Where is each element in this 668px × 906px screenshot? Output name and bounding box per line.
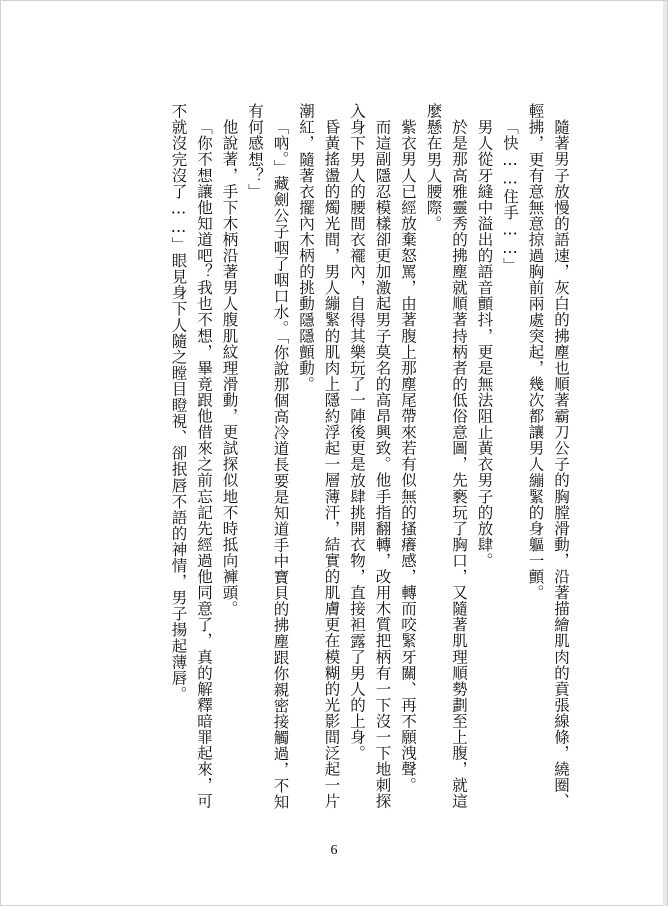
paragraph-9: 他說著，手下木柄沿著男人腹肌紋理滑動，更試探似地不時抵向褲頭。: [220, 118, 239, 617]
paragraph-6: 而這副隱忍模樣卻更加激起男子莫名的高昂興致。他手指翻轉，改用木質把柄有一下沒一下地刺探入身下男人的腰間衣襬內，自得其樂玩了一陣後更是放肆挑開衣物，直接袒露了男人的上身。: [348, 103, 392, 809]
paragraph-10: 「你不想讓他知道吧？我也不想，畢竟跟他借來之前忘記先經過他同意了，真的解釋暗罪起來，可不就沒完沒了……」眼見身下人隨之瞠目瞪視、卻抿唇不語的神情，男子揚起薄唇。: [169, 103, 213, 809]
page-number: 6: [330, 843, 338, 858]
paragraph-5: 紫衣男人已經放棄怒罵，由著腹上那塵尾帶來若有似無的搔癢感，轉而咬緊牙關、再不願洩聲。: [399, 118, 417, 793]
paragraph-1: 隨著男子放慢的語速，灰白的拂塵也順著霸刀公子的胸膛滑動，沿著描繪肌肉的賁張線條，繞圈、輕拂，更有意無意掠過胸前兩處突起，幾次都讓男人繃緊的身軀一顫。: [526, 103, 570, 809]
paragraph-7: 昏黃搖盪的燭光間，男人繃緊的肌肉上隱約浮起一層薄汗，結實的肌膚更在模糊的光影間泛起一片潮紅，隨著衣擺內木柄的挑動隱隱顫動。: [297, 103, 341, 809]
paragraph-8: 「吶。」藏劍公子咽了咽口水。「你說那個高冷道長要是知道手中寶貝的拂塵跟你親密接觸過，不知有何感想？」: [246, 103, 290, 810]
vertical-text-body: [93, 103, 573, 813]
scrollbar-track[interactable]: [663, 1, 667, 906]
paragraph-4: 於是那高雅靈秀的拂塵就順著持柄者的低俗意圖，先褻玩了胸口，又隨著肌理順勢劃至上腹，就這麼懸在男人腰際。: [424, 103, 468, 809]
paragraph-3: 男人從牙縫中溢出的語音顫抖，更是無法阻止黃衣男子的放肆。: [475, 118, 494, 568]
paragraph-2: 「快……住手……」: [501, 118, 519, 273]
